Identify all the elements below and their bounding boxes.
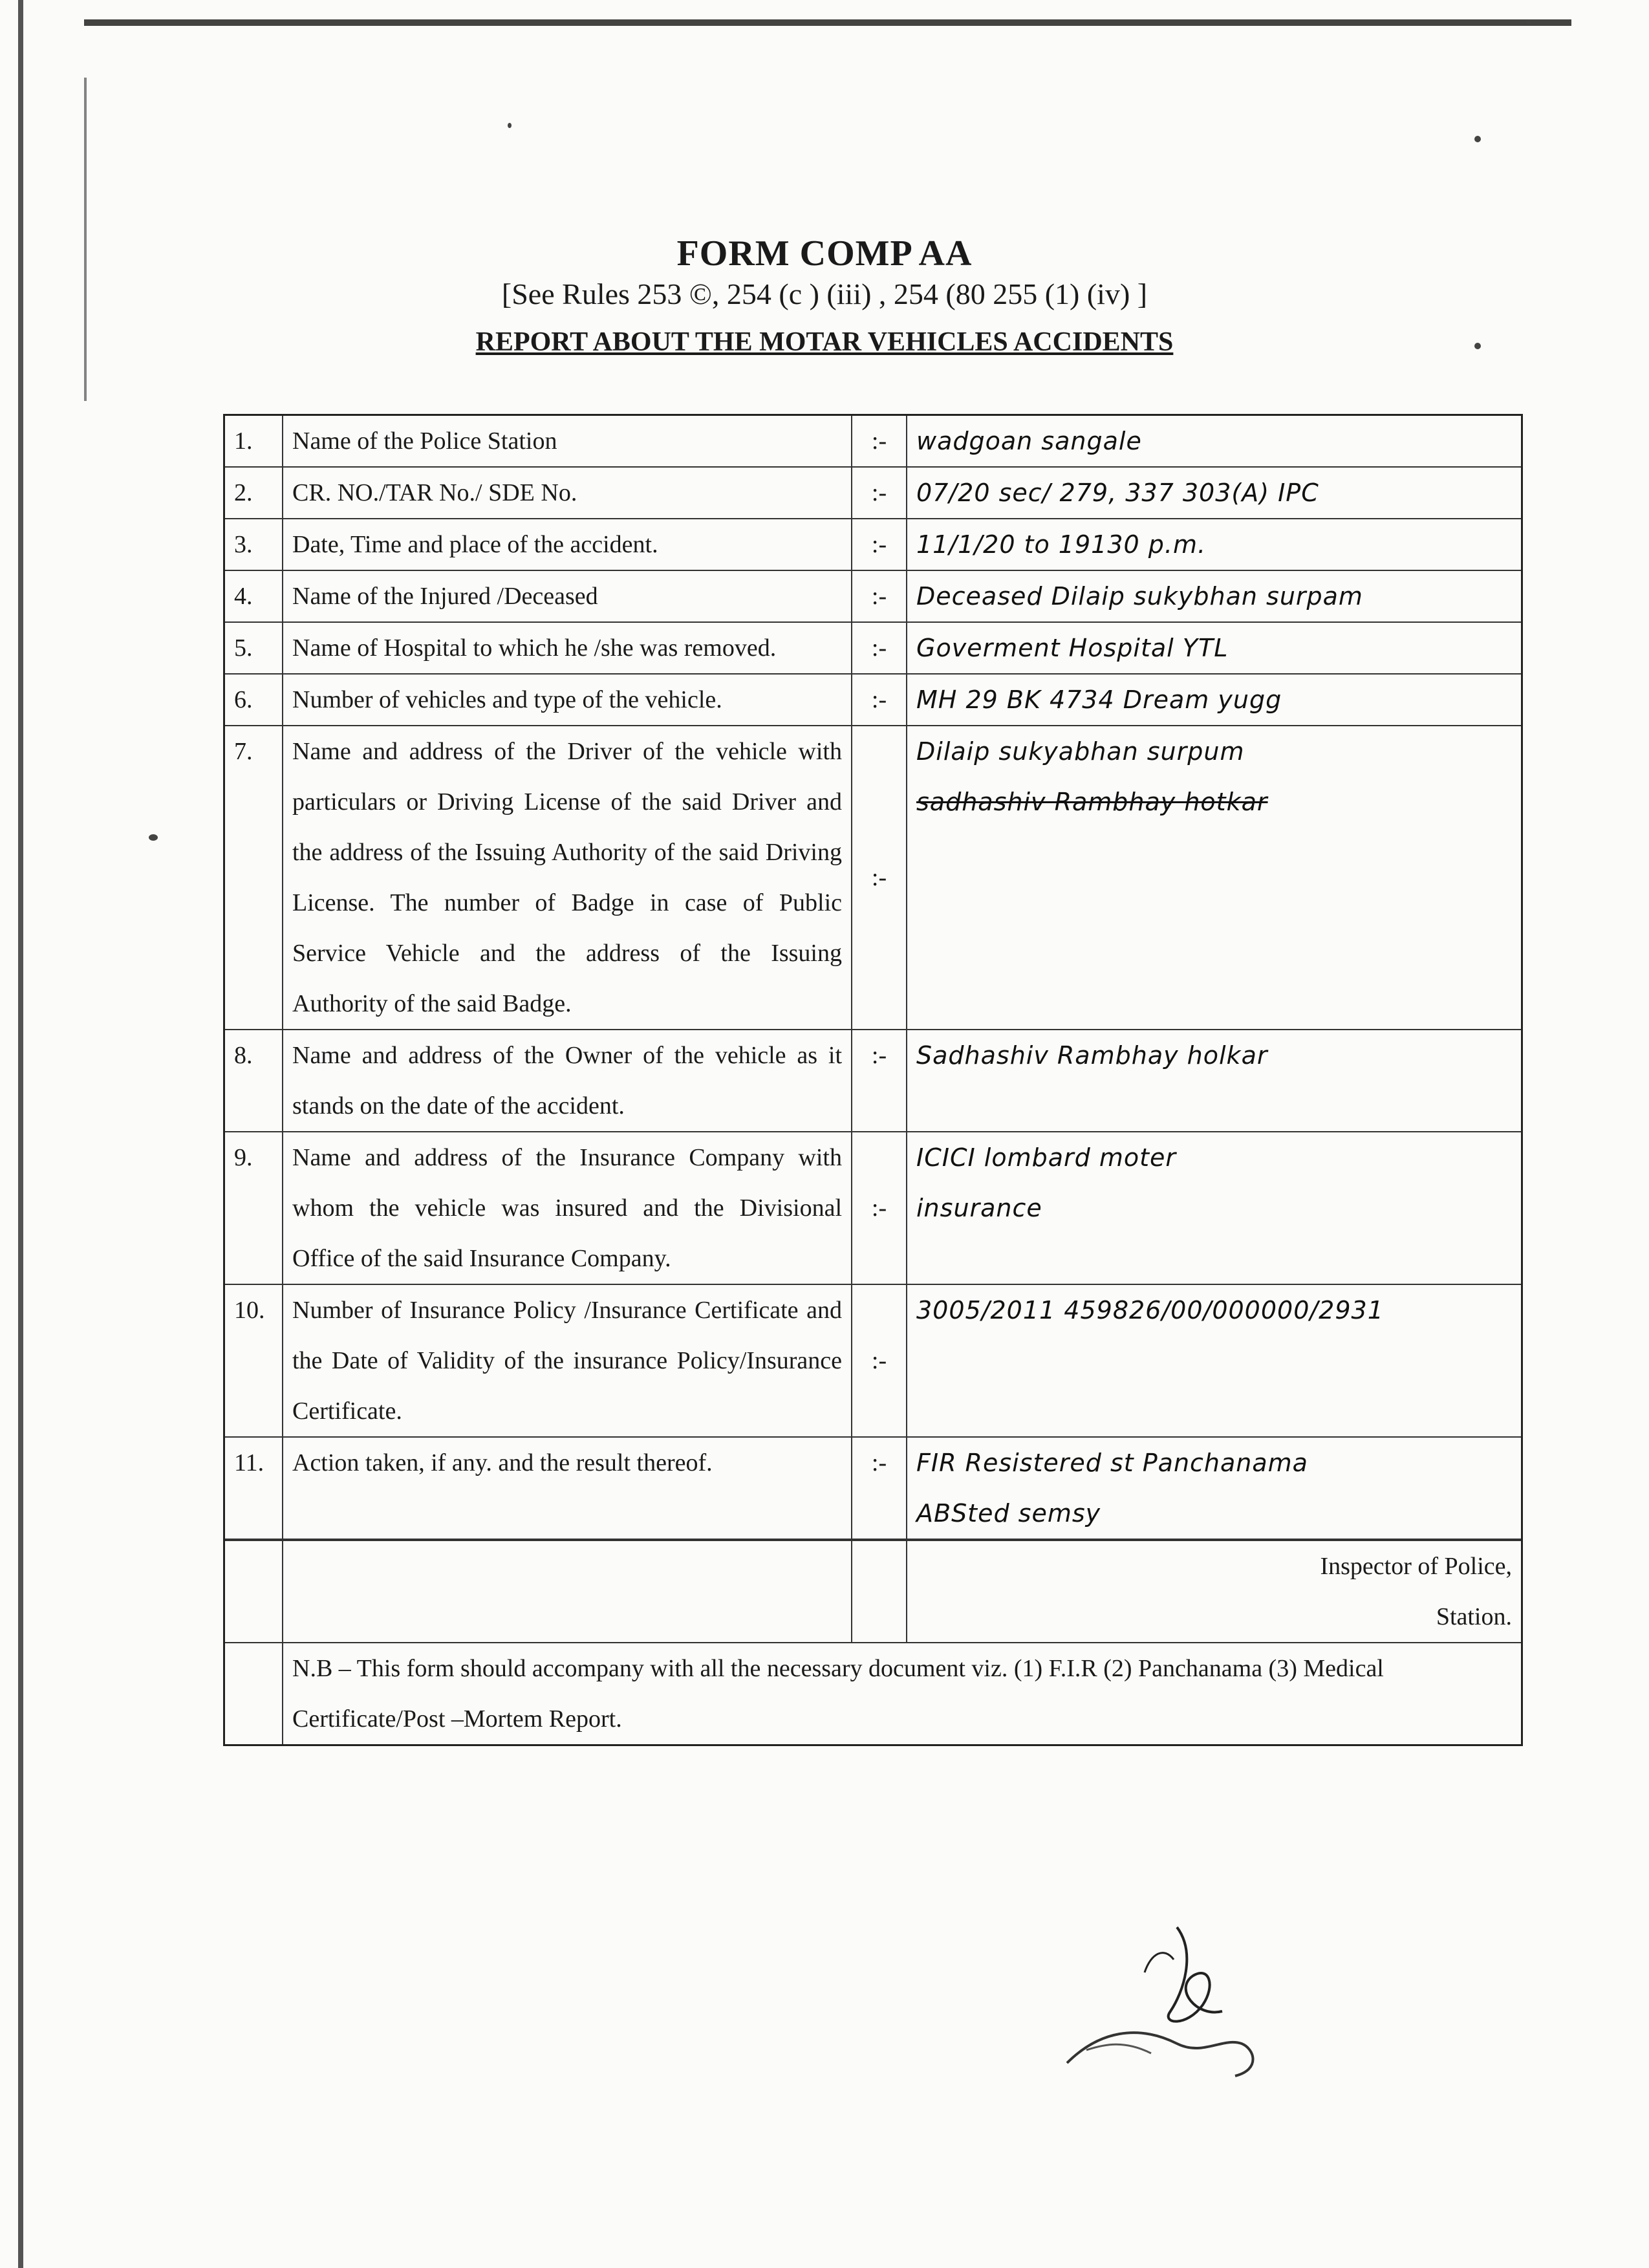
table-row xyxy=(224,674,1522,726)
row-number: 5. xyxy=(224,622,283,674)
owner-value: Sadhashiv Rambhay holkar xyxy=(907,1030,1522,1132)
accident-datetime-value: 11/1/20 to 19130 p.m. xyxy=(907,519,1522,570)
scan-speck xyxy=(1474,343,1481,349)
table-row xyxy=(224,467,1522,519)
row-separator: :- xyxy=(852,415,907,468)
form-title: FORM COMP AA xyxy=(676,233,973,274)
row-label: Name and address of the Owner of the vehicle as it stands on the date of the accident. xyxy=(283,1030,852,1132)
scan-speck xyxy=(508,123,512,128)
row-number: 8. xyxy=(224,1030,283,1132)
table-row xyxy=(224,1030,1522,1132)
table-row xyxy=(224,726,1522,1030)
row-label: CR. NO./TAR No./ SDE No. xyxy=(283,467,852,519)
row-number: 7. xyxy=(224,726,283,1030)
accident-report-table xyxy=(223,414,1523,1746)
vehicle-value: MH 29 BK 4734 Dream yugg xyxy=(907,674,1522,726)
scan-speck xyxy=(1474,136,1481,142)
row-number: 3. xyxy=(224,519,283,570)
table-row xyxy=(224,622,1522,674)
scan-speck xyxy=(149,834,158,841)
row-label: Name and address of the Insurance Company with whom the vehicle was insured and the Divisional Office of the said Insurance Company. xyxy=(283,1132,852,1284)
row-label: Name and address of the Driver of the vehicle with particulars or Driving License of the said Driver and the address of the Issuing Authority of the said Driving License. The number of Badge in case of Public Service Vehicle and the address of the Issuing Authority of the said Badge. xyxy=(283,726,852,1030)
scan-border-top xyxy=(84,19,1571,26)
police-station-value: wadgoan sangale xyxy=(907,415,1522,468)
row-label: Name of Hospital to which he /she was removed. xyxy=(283,622,852,674)
row-separator: :- xyxy=(852,1437,907,1539)
insurance-company-line1: ICICI lombard moter xyxy=(916,1143,1176,1172)
signoff-block xyxy=(907,1540,1522,1643)
driver-value xyxy=(907,726,1522,1030)
row-separator: :- xyxy=(852,622,907,674)
row-separator: :- xyxy=(852,570,907,622)
insurance-company-value xyxy=(907,1132,1522,1284)
row-label: Number of Insurance Policy /Insurance Certificate and the Date of Validity of the insurance Policy/Insurance Certificate. xyxy=(283,1284,852,1437)
policy-number-value: 3005/2011 459826/00/000000/2931 xyxy=(907,1284,1522,1437)
row-number: 6. xyxy=(224,674,283,726)
action-taken-line1: FIR Resistered st Panchanama xyxy=(916,1449,1308,1477)
row-separator: :- xyxy=(852,674,907,726)
table-row xyxy=(224,1540,1522,1643)
cr-number-value: 07/20 sec/ 279, 337 303(A) IPC xyxy=(907,467,1522,519)
row-label: Date, Time and place of the accident. xyxy=(283,519,852,570)
form-rules: [See Rules 253 ©, 254 (c ) (iii) , 254 (80 255 (1) (iv) ] xyxy=(501,277,1148,310)
scan-speck xyxy=(1526,19,1531,25)
inspector-label: Inspector of Police, xyxy=(1320,1553,1512,1580)
row-separator: :- xyxy=(852,1132,907,1284)
row-separator: :- xyxy=(852,1284,907,1437)
table-row xyxy=(224,1132,1522,1284)
row-separator: :- xyxy=(852,726,907,1030)
hospital-value: Goverment Hospital YTL xyxy=(907,622,1522,674)
row-label: Name of the Injured /Deceased xyxy=(283,570,852,622)
row-label: Number of vehicles and type of the vehicle. xyxy=(283,674,852,726)
table-row xyxy=(224,1437,1522,1539)
row-separator: :- xyxy=(852,1030,907,1132)
row-label: Action taken, if any. and the result thereof. xyxy=(283,1437,852,1539)
insurance-company-line2: insurance xyxy=(916,1194,1042,1222)
injured-deceased-value: Deceased Dilaip sukybhan surpam xyxy=(907,570,1522,622)
table-row xyxy=(224,519,1522,570)
row-number: 9. xyxy=(224,1132,283,1284)
driver-name: Dilaip sukyabhan surpum xyxy=(916,737,1245,766)
row-number: 11. xyxy=(224,1437,283,1539)
table-row xyxy=(224,570,1522,622)
row-separator: :- xyxy=(852,519,907,570)
table-row xyxy=(224,415,1522,468)
form-subtitle: REPORT ABOUT THE MOTAR VEHICLES ACCIDENTS xyxy=(475,327,1174,357)
driver-struck-name: sadhashiv Rambhay hotkar xyxy=(916,788,1268,816)
row-number: 4. xyxy=(224,570,283,622)
signature-image xyxy=(1048,1914,1280,2082)
row-number: 1. xyxy=(224,415,283,468)
row-number: 10. xyxy=(224,1284,283,1437)
row-number: 2. xyxy=(224,467,283,519)
row-label: Name of the Police Station xyxy=(283,415,852,468)
table-row xyxy=(224,1284,1522,1437)
action-taken-value xyxy=(907,1437,1522,1539)
station-label: Station. xyxy=(1436,1603,1512,1630)
action-taken-line2: ABSted semsy xyxy=(916,1499,1101,1528)
nb-note: N.B – This form should accompany with all the necessary document viz. (1) F.I.R (2) Panchanama (3) Medical Certificate/Post –Mortem Report. xyxy=(283,1643,1522,1745)
row-separator: :- xyxy=(852,467,907,519)
table-row xyxy=(224,1643,1522,1745)
